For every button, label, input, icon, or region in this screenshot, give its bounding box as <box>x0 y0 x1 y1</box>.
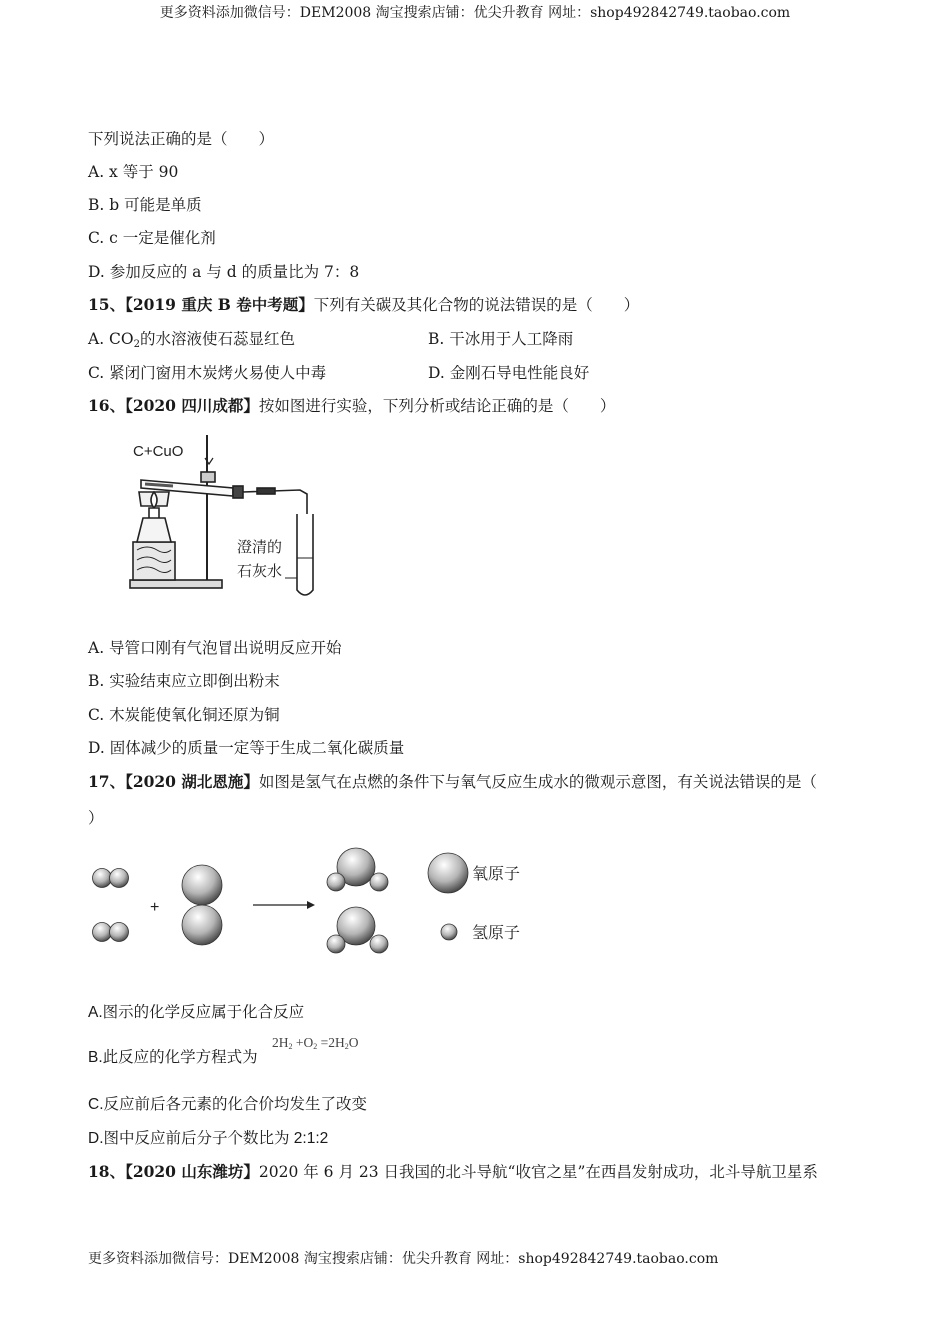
q15-option-a-sub: 2 <box>133 339 140 350</box>
eq-sub: 2 <box>288 1042 293 1051</box>
legend-hydrogen-label: 氢原子 <box>472 923 521 942</box>
fig-label-limewater-1: 澄清的 <box>237 538 283 556</box>
q17-stem-continued: ） <box>88 809 104 827</box>
q17-option-c: C.反应前后各元素的化合价均发生了改变 <box>88 1096 368 1113</box>
hydrogen-atom <box>370 935 388 953</box>
q17-number: 17、 <box>88 772 126 791</box>
carbon-reduction-apparatus-figure <box>125 430 335 602</box>
q18-number: 18、 <box>88 1162 126 1181</box>
q15-source-tag: 【2019 重庆 B 卷中考题】 <box>125 295 314 314</box>
arrow-head-icon <box>307 901 315 909</box>
page-footer: 更多资料添加微信号：DEM2008 淘宝搜索店铺：优尖升教育 网址：shop492842749.taobao.com <box>88 1251 719 1267</box>
q14-option-d: D. 参加反应的 a 与 d 的质量比为 7：8 <box>88 263 360 281</box>
lamp-wick-holder <box>149 508 159 518</box>
q18-source-tag: 【2020 山东潍坊】 <box>125 1162 259 1181</box>
hydrogen-atom <box>370 873 388 891</box>
eq-part: 2H <box>272 1035 289 1050</box>
q16-source-tag: 【2020 四川成都】 <box>125 396 259 415</box>
fig-label-limewater-2: 石灰水 <box>237 562 283 580</box>
q16-option-a: A. 导管口刚有气泡冒出说明反应开始 <box>88 639 342 657</box>
q15-stem: 下列有关碳及其化合物的说法错误的是（ ） <box>313 296 640 314</box>
q15-stem-line <box>88 293 639 315</box>
legend-oxygen-atom <box>428 853 468 893</box>
page-header: 更多资料添加微信号：DEM2008 淘宝搜索店铺：优尖升教育 网址：shop492842749.taobao.com <box>159 5 791 21</box>
q16-number: 16、 <box>88 396 126 415</box>
oxygen-atom <box>182 865 222 905</box>
rubber-stopper <box>233 486 243 498</box>
q17-option-d: D.图中反应前后分子个数比为 2:1:2 <box>88 1130 329 1147</box>
q17-equation <box>272 1035 359 1051</box>
q17-source-tag: 【2020 湖北恩施】 <box>125 772 259 791</box>
fig-label-reactants: C+CuO <box>133 443 184 460</box>
q17-stem-line <box>88 770 817 792</box>
q16-option-d: D. 固体减少的质量一定等于生成二氧化碳质量 <box>88 739 405 757</box>
q15-option-d: D. 金刚石导电性能良好 <box>428 364 590 382</box>
reactant-powder <box>145 484 173 486</box>
legend-hydrogen-atom <box>441 924 457 940</box>
hydrogen-atom <box>327 873 345 891</box>
limewater-test-tube <box>297 514 313 595</box>
rubber-connector <box>257 488 275 494</box>
eq-sub: 2 <box>344 1042 349 1051</box>
legend-oxygen-label: 氧原子 <box>472 864 521 883</box>
q15-number: 15、 <box>88 295 126 314</box>
q16-option-b: B. 实验结束应立即倒出粉末 <box>88 672 280 690</box>
eq-sub: 2 <box>313 1042 318 1051</box>
hydrogen-atom <box>93 923 112 942</box>
q14-stem: 下列说法正确的是（ ） <box>88 130 275 148</box>
q16-option-c: C. 木炭能使氧化铜还原为铜 <box>88 706 280 724</box>
eq-part: O <box>348 1035 359 1050</box>
q18-stem-line <box>88 1160 818 1182</box>
q15-option-c: C. 紧闭门窗用木炭烤火易使人中毒 <box>88 364 327 382</box>
q15-option-a <box>88 327 295 350</box>
q15-option-b: B. 干冰用于人工降雨 <box>428 330 574 348</box>
q18-stem: 2020 年 6 月 23 日我国的北斗导航“收官之星”在西昌发射成功，北斗导航卫星系 <box>258 1163 818 1181</box>
q14-option-b: B. b 可能是单质 <box>88 196 202 214</box>
stand-base <box>130 580 222 588</box>
q14-option-a: A. x 等于 90 <box>88 163 179 181</box>
q14-option-c: C. c 一定是催化剂 <box>88 229 216 247</box>
hydrogen-atom <box>93 869 112 888</box>
water-formation-micro-diagram <box>85 840 545 960</box>
q16-stem-line <box>88 394 615 416</box>
q15-option-a-pre: A. CO <box>88 330 134 348</box>
hydrogen-atom <box>327 935 345 953</box>
q17-option-b: B.此反应的化学方程式为 <box>88 1049 258 1066</box>
oxygen-atom <box>182 905 222 945</box>
hydrogen-atom <box>110 923 129 942</box>
hydrogen-atom <box>110 869 129 888</box>
flame-icon <box>151 492 157 508</box>
eq-part: +O <box>292 1035 314 1050</box>
q17-option-a: A.图示的化学反应属于化合反应 <box>88 1004 305 1021</box>
q17-stem: 如图是氢气在点燃的条件下与氧气反应生成水的微观示意图，有关说法错误的是（ <box>258 773 817 791</box>
q16-stem: 按如图进行实验，下列分析或结论正确的是（ ） <box>258 397 616 415</box>
alcohol-lamp <box>137 518 171 542</box>
eq-part: =2H <box>317 1035 345 1050</box>
plus-sign: + <box>150 899 160 916</box>
clamp <box>201 472 215 482</box>
q15-option-a-post: 的水溶液使石蕊显红色 <box>140 330 296 348</box>
